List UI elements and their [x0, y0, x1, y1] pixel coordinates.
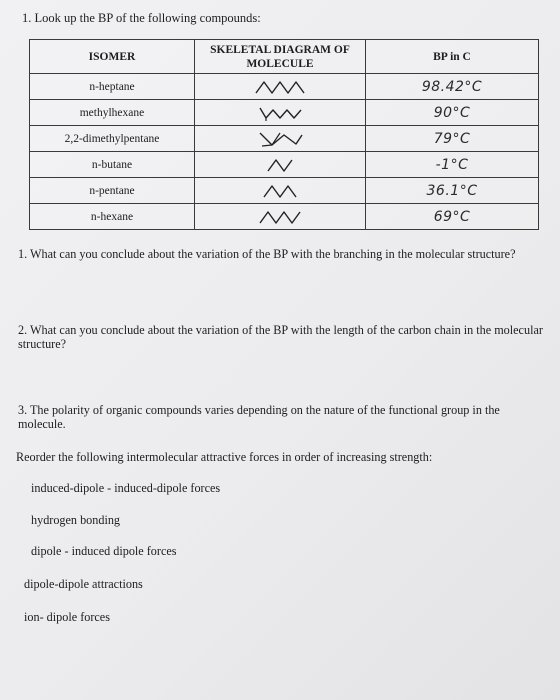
skeleton-cell	[195, 204, 366, 230]
heptane-zigzag-icon	[250, 78, 310, 96]
table-row	[30, 74, 539, 100]
question-chain-length: 2. What can you conclude about the variation of the BP with the length of the carbon chain in the molecular structure?	[18, 323, 543, 351]
skeleton-cell	[195, 100, 366, 126]
reorder-instruction: Reorder the following intermolecular attractive forces in order of increasing strength:	[16, 450, 433, 464]
header-skeletal-diagram	[195, 40, 366, 74]
header-bp: BP in C	[366, 40, 539, 74]
header-skeletal-line2: MOLECULE	[246, 57, 314, 70]
force-item: ion- dipole forces	[24, 610, 110, 624]
table-header-row	[30, 40, 539, 74]
isomer-cell: n-hexane	[30, 204, 195, 230]
question-polarity: 3. The polarity of organic compounds varies depending on the nature of the functional group in the molecule.	[18, 403, 500, 431]
bp-cell: 98.42°C	[366, 74, 539, 100]
force-item: dipole-dipole attractions	[24, 577, 143, 591]
header-skeletal-line1: SKELETAL DIAGRAM OF	[210, 43, 350, 56]
pentane-zigzag-icon	[250, 182, 310, 200]
table-row	[30, 152, 539, 178]
force-item: induced-dipole - induced-dipole forces	[31, 481, 221, 495]
bp-cell: 69°C	[366, 204, 539, 230]
butane-zigzag-icon	[250, 156, 310, 174]
skeleton-cell	[195, 74, 366, 100]
table-row	[30, 100, 539, 126]
methylhexane-zigzag-icon	[250, 104, 310, 122]
hexane-zigzag-icon	[250, 208, 310, 226]
boiling-point-table	[29, 39, 539, 230]
bp-cell: -1°C	[366, 152, 539, 178]
force-item: hydrogen bonding	[31, 513, 121, 527]
bp-cell: 90°C	[366, 100, 539, 126]
isomer-cell: n-butane	[30, 152, 195, 178]
isomer-cell: methylhexane	[30, 100, 195, 126]
dimethylpentane-zigzag-icon	[250, 130, 310, 148]
skeleton-cell	[195, 152, 366, 178]
force-item: dipole - induced dipole forces	[31, 544, 177, 558]
table-row	[30, 204, 539, 230]
skeleton-cell	[195, 178, 366, 204]
header-isomer: ISOMER	[30, 40, 195, 74]
isomer-cell: n-pentane	[30, 178, 195, 204]
question-branching: 1. What can you conclude about the variation of the BP with the branching in the molecular structure?	[18, 247, 516, 261]
skeleton-cell	[195, 126, 366, 152]
table-row	[30, 126, 539, 152]
isomer-cell: n-heptane	[30, 74, 195, 100]
question-1-header: 1. Look up the BP of the following compounds:	[22, 11, 261, 25]
table-row	[30, 178, 539, 204]
bp-cell: 36.1°C	[366, 178, 539, 204]
isomer-cell: 2,2-dimethylpentane	[30, 126, 195, 152]
bp-cell: 79°C	[366, 126, 539, 152]
